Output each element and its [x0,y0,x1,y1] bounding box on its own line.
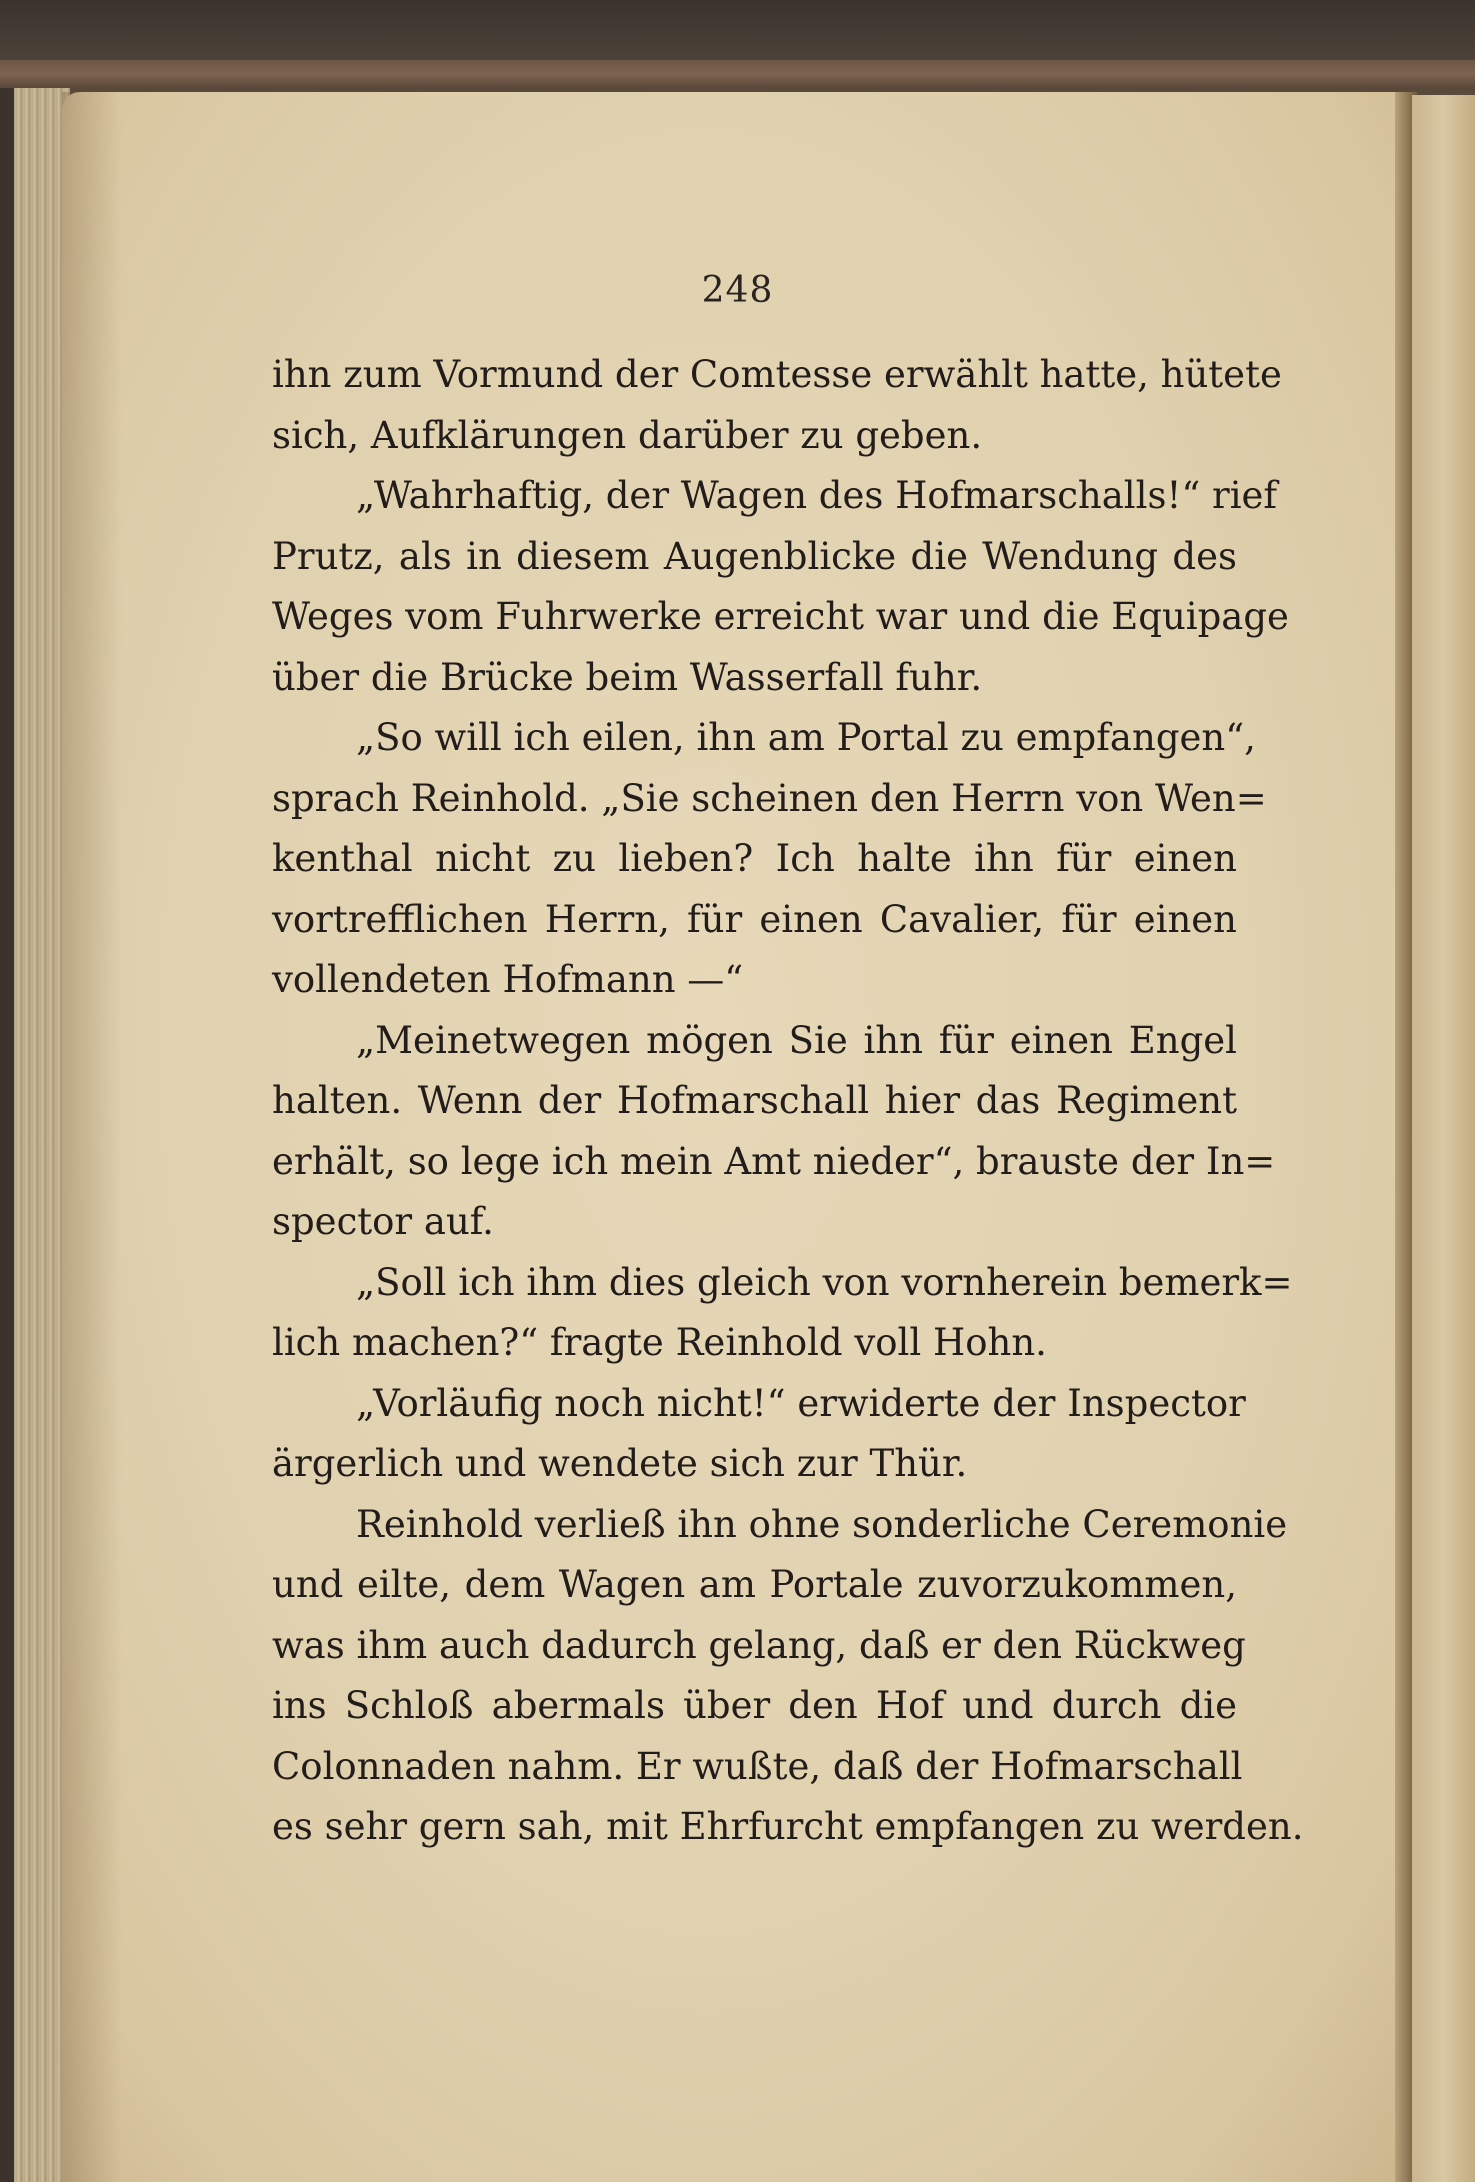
text-line: erhält, so lege ich mein Amt nieder“, brauste der In= [272,1139,1276,1183]
facing-page-sliver [1412,95,1475,2182]
text-line: kenthal nicht zu lieben? Ich halte ihn für einen [272,837,1237,880]
text-line: lich machen?“ fragte Reinhold voll Hohn. [272,1321,1047,1364]
text-line: „So will ich eilen, ihn am Portal zu empfangen“, [356,716,1256,759]
text-line: vollendeten Hofmann —“ [272,958,744,1001]
text-line: Colonnaden nahm. Er wußte, daß der Hofmarschall [272,1744,1243,1788]
page-edge-shadow [0,88,14,2182]
text-line: „Vorläufig noch nicht!“ erwiderte der Inspector [356,1381,1246,1425]
text-line: und eilte, dem Wagen am Portale zuvorzukommen, [272,1563,1237,1606]
text-line: ins Schloß abermals über den Hof und durch die [272,1684,1237,1727]
text-line: ärgerlich und wendete sich zur Thür. [272,1442,968,1485]
book-spine-band [0,60,1475,88]
text-line: sich, Aufklärungen darüber zu geben. [272,413,983,457]
page-number: 248 [701,270,774,311]
text-line: vortrefflichen Herrn, für einen Cavalier, für einen [272,897,1237,941]
text-line: Prutz, als in diesem Augenblicke die Wendung des [272,534,1237,578]
text-line: Weges vom Fuhrwerke erreicht war und die Equipage [272,595,1289,638]
text-line: halten. Wenn der Hofmarschall hier das Regiment [272,1079,1237,1122]
text-line: spector auf. [272,1200,494,1243]
text-line: Reinhold verließ ihn ohne sonderliche Ceremonie [356,1502,1288,1546]
page-left-shading [62,92,122,2182]
text-line: „Wahrhaftig, der Wagen des Hofmarschalls!“ rief [356,474,1278,517]
text-line: ihn zum Vormund der Comtesse erwählt hatte, hütete [272,353,1282,396]
text-line: über die Brücke beim Wasserfall fuhr. [272,655,983,699]
text-line: es sehr gern sah, mit Ehrfurcht empfangen zu werden. [272,1805,1304,1848]
text-line: sprach Reinhold. „Sie scheinen den Herrn von Wen= [272,776,1267,820]
text-line: „Meinetwegen mögen Sie ihn für einen Engel [356,1018,1237,1062]
text-line: was ihm auch dadurch gelang, daß er den Rückweg [272,1623,1246,1667]
page-text [272,345,1304,1858]
text-line: „Soll ich ihm dies gleich von vornherein bemerk= [356,1260,1293,1304]
